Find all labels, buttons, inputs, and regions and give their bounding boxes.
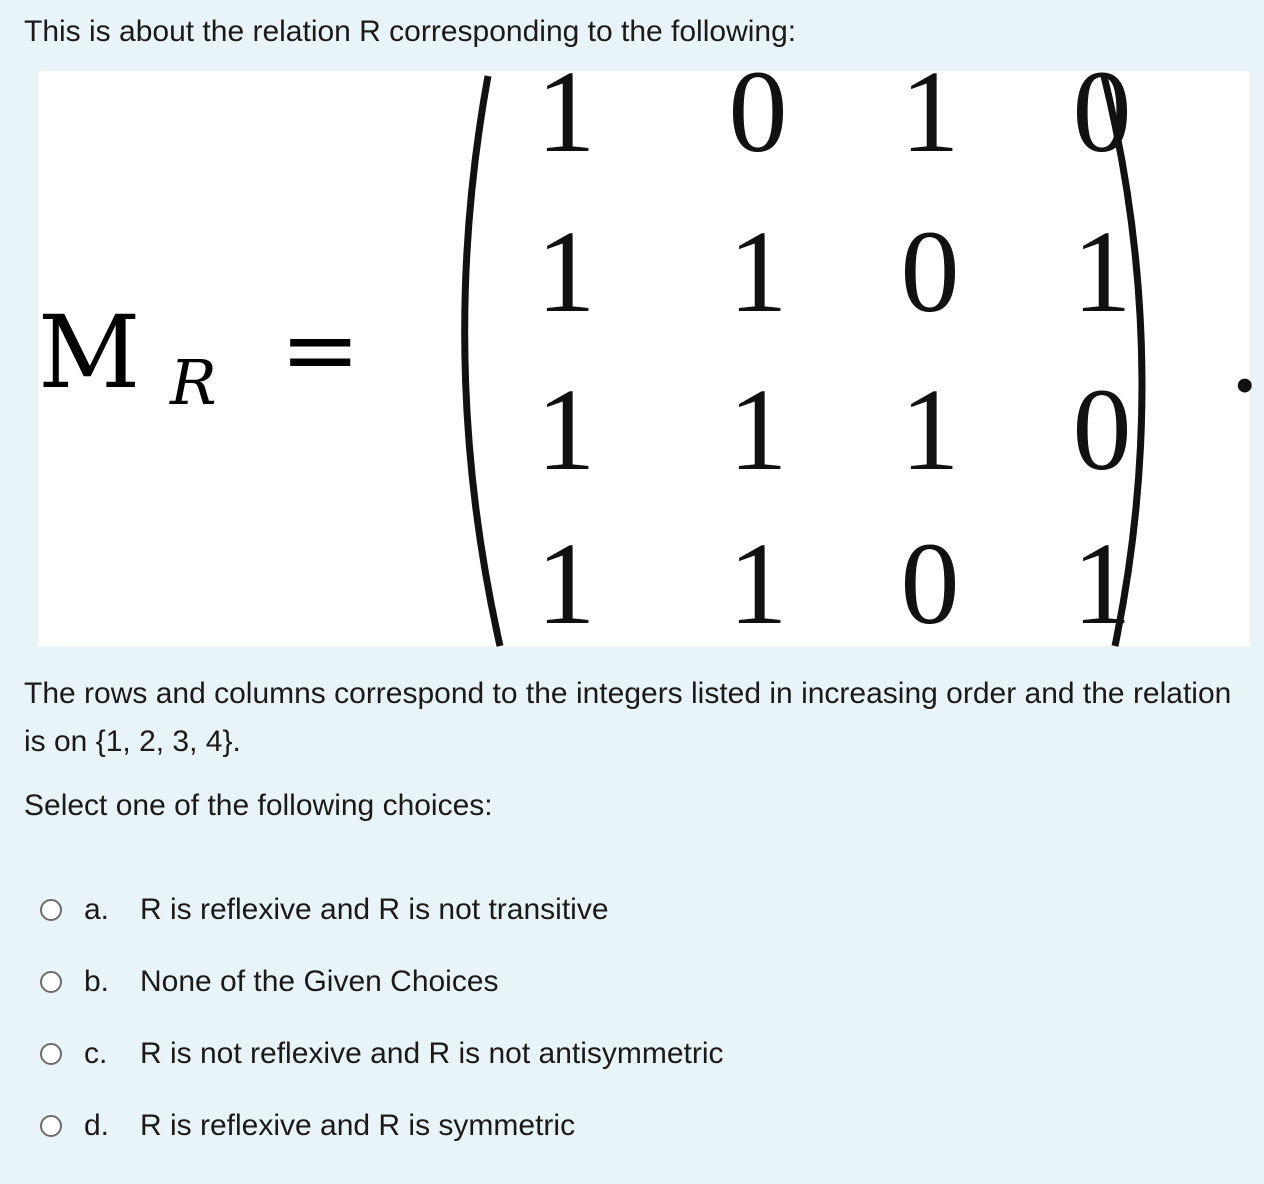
matrix-cell: 0 xyxy=(900,206,960,337)
matrix-svg xyxy=(38,46,1260,649)
matrix-cell: 1 xyxy=(536,518,596,649)
radio-button-b[interactable] xyxy=(40,971,62,993)
radio-button-a[interactable] xyxy=(40,899,62,921)
relation-description: The rows and columns correspond to the integers listed in increasing order and the relation is on {1, 2, 3, 4}. xyxy=(24,677,1232,758)
matrix-image xyxy=(38,46,1260,649)
option-c[interactable] xyxy=(40,1030,724,1102)
option-d[interactable] xyxy=(40,1102,724,1174)
choice-prompt: Select one of the following choices: xyxy=(24,789,493,822)
option-letter: d. xyxy=(84,1109,110,1142)
option-text: R is not reflexive and R is not antisymmetric xyxy=(140,1037,724,1070)
matrix-cell: 0 xyxy=(900,518,960,649)
option-a[interactable] xyxy=(40,886,724,958)
equals-sign: = xyxy=(280,294,361,406)
matrix-cell: 1 xyxy=(728,364,788,495)
question-intro: This is about the relation R corresponding to the following: xyxy=(24,15,797,48)
option-text: None of the Given Choices xyxy=(140,965,499,998)
matrix-cell: 1 xyxy=(900,46,960,177)
matrix-subscript: R xyxy=(170,346,217,419)
option-letter: c. xyxy=(84,1037,108,1070)
matrix-cell: 1 xyxy=(900,364,960,495)
radio-button-d[interactable] xyxy=(40,1115,62,1137)
matrix-cell: 0 xyxy=(1072,364,1132,495)
answer-options xyxy=(40,886,724,1174)
matrix-cell: 0 xyxy=(1072,46,1132,177)
matrix-cells xyxy=(537,46,1132,649)
matrix-cell: 1 xyxy=(536,206,596,337)
matrix-cell: 1 xyxy=(536,364,596,495)
option-text: R is reflexive and R is symmetric xyxy=(140,1109,576,1142)
option-b[interactable] xyxy=(40,958,724,1030)
matrix-cell: 1 xyxy=(1072,206,1132,337)
radio-button-c[interactable] xyxy=(40,1043,62,1065)
matrix-cell: 1 xyxy=(728,206,788,337)
period-mark: . xyxy=(1230,286,1260,417)
left-parenthesis xyxy=(465,76,500,646)
option-text: R is reflexive and R is not transitive xyxy=(140,893,609,926)
matrix-cell: 1 xyxy=(1072,518,1132,649)
option-letter: a. xyxy=(84,893,110,926)
option-letter: b. xyxy=(84,965,110,998)
matrix-label: M xyxy=(38,294,141,411)
matrix-cell: 1 xyxy=(728,518,788,649)
matrix-cell: 1 xyxy=(536,46,596,177)
matrix-cell: 0 xyxy=(728,46,788,177)
